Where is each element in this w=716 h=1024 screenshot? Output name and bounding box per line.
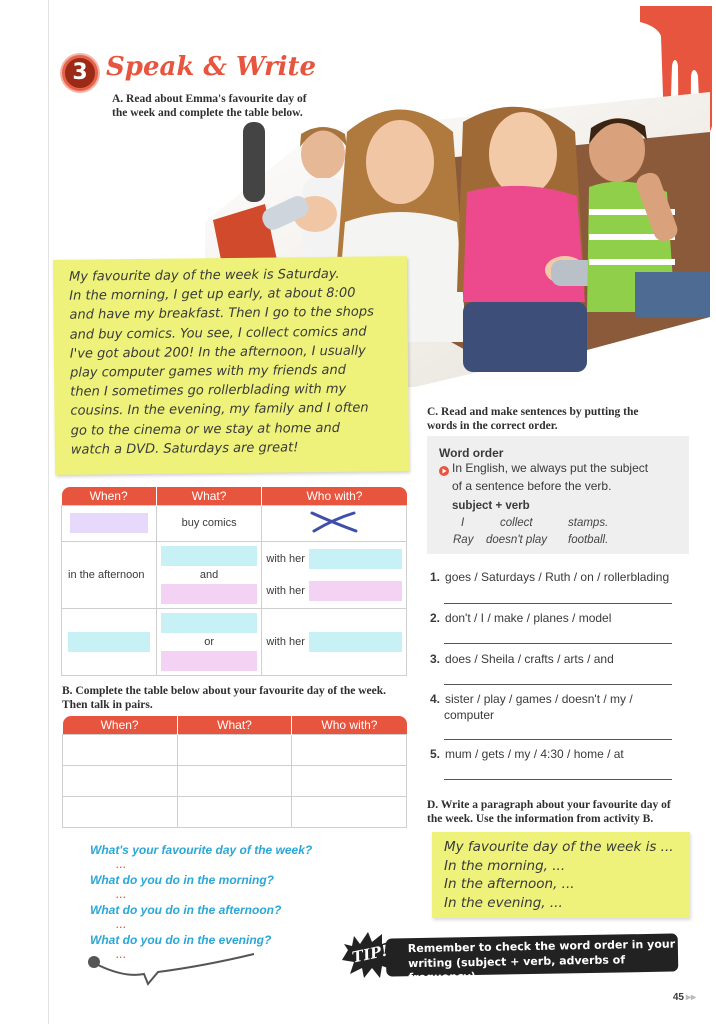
exercise-item: 5. mum / gets / my / 4:30 / home / at (430, 747, 624, 761)
table-a-header-when: When? (62, 487, 157, 505)
tip-badge (342, 930, 398, 980)
answer-line[interactable] (444, 739, 672, 740)
table-a-cell[interactable] (62, 505, 157, 541)
emma-paragraph: My favourite day of the week is Saturday. In the morning, I get up early, at about 8:00 and have my breakfast. Then I go to the shops and buy comics. You see, I collect comics and I've got about 200! In the afternoon, I usually play computer games with my friends and then I sometimes go rollerblading with my cousins. In the evening, my family and I often go to the cinema or we stay at home and watch a DVD. Saturdays are great! (68, 266, 374, 458)
dialogue-answer-dots: ... (116, 950, 127, 960)
word-order-title: Word order (439, 446, 504, 460)
answer-blank[interactable] (161, 651, 258, 671)
table-a-cell: buy comics (156, 505, 262, 541)
page-number: 45 ▸▸ (672, 992, 696, 1003)
table-a-cell (156, 608, 262, 675)
exercise-item: 4. sister / play / games / doesn't / my / (430, 692, 633, 706)
answer-blank[interactable] (161, 584, 258, 604)
emma-text-note (53, 256, 409, 475)
answer-line[interactable] (444, 643, 672, 644)
example-word: I (461, 517, 465, 529)
table-b-cell[interactable] (63, 765, 178, 796)
dialogue-question: What's your favourite day of the week? (90, 843, 313, 857)
paragraph-starter-note (432, 832, 690, 918)
table-a-header-who: Who with? (262, 487, 407, 505)
tip-line-1: Remember to check the word order in your (407, 937, 676, 956)
exercise-item: 2. don't / I / make / planes / model (430, 611, 612, 625)
example-word: Ray (453, 534, 474, 546)
emma-table (61, 487, 407, 676)
page-arrow-icon: ▸▸ (685, 992, 696, 1003)
table-b-cell[interactable] (177, 796, 292, 827)
speech-tail-decoration (84, 948, 260, 992)
dialogue-question: What do you do in the afternoon? (90, 903, 282, 917)
table-b-cell[interactable] (63, 796, 178, 827)
table-a-cell[interactable] (62, 608, 157, 675)
word-order-box (427, 436, 689, 554)
starter-line: My favourite day of the week is ... (444, 839, 674, 855)
exercise-item: 3. does / Sheila / crafts / arts / and (430, 652, 614, 666)
dialogue-answer-dots: ... (116, 890, 127, 900)
example-word: stamps. (568, 517, 609, 529)
example-word: doesn't play (486, 534, 548, 546)
table-a-cell (156, 541, 262, 608)
connector-text: and (199, 568, 219, 581)
starter-line: In the afternoon, ... (444, 876, 575, 892)
your-table (62, 716, 407, 828)
tip-line-2: writing (subject + verb, adverbs of frequency). (408, 953, 626, 985)
table-a-cell (262, 541, 407, 608)
table-b-cell[interactable] (177, 765, 292, 796)
dialogue-answer-dots: ... (116, 860, 127, 870)
answer-blank[interactable] (70, 513, 148, 533)
table-b-cell[interactable] (63, 734, 178, 765)
table-b-header-what: What? (177, 716, 292, 734)
task-c-instruction: C. Read and make sentences by putting the words in the correct order. (427, 406, 639, 432)
play-bullet-icon (439, 463, 449, 481)
answer-blank[interactable] (161, 546, 258, 566)
table-b-cell[interactable] (177, 734, 292, 765)
tip-box (386, 933, 679, 985)
word-order-rule-2: of a sentence before the verb. (452, 479, 612, 493)
connector-text: or (204, 635, 214, 648)
answer-line[interactable] (444, 684, 672, 685)
table-b-header-when: When? (63, 716, 178, 734)
section-number-badge: 3 (62, 55, 98, 91)
table-b-cell[interactable] (292, 734, 407, 765)
answer-blank[interactable] (309, 581, 402, 601)
table-b-header-who: Who with? (292, 716, 407, 734)
word-order-rule-1: In English, we always put the subject (452, 461, 649, 475)
task-a-instruction: A. Read about Emma's favourite day of the week and complete the table below. (112, 93, 307, 119)
exercise-item-continued: computer (444, 708, 495, 722)
table-a-cell: in the afternoon (62, 541, 157, 608)
word-order-pattern: subject + verb (452, 500, 530, 512)
task-d-instruction: D. Write a paragraph about your favourite day of the week. Use the information from activity B. (427, 799, 671, 825)
table-b-cell[interactable] (292, 765, 407, 796)
starter-line: In the morning, ... (444, 857, 566, 874)
answer-blank[interactable] (68, 632, 150, 652)
dialogue-question: What do you do in the evening? (90, 933, 272, 947)
with-her-label: with her (266, 635, 305, 648)
with-her-label: with her (266, 552, 305, 565)
tip-badge-label: TIP! (350, 941, 390, 967)
with-her-label: with her (266, 584, 305, 597)
table-b-cell[interactable] (292, 796, 407, 827)
dialogue-question: What do you do in the morning? (90, 873, 274, 887)
example-word: football. (568, 534, 609, 546)
answer-blank[interactable] (309, 632, 402, 652)
section-title: Speak & Write (106, 52, 317, 82)
exercise-item: 1. goes / Saturdays / Ruth / on / rollerblading (430, 570, 670, 584)
table-a-cell (262, 608, 407, 675)
task-b-instruction: B. Complete the table below about your favourite day of the week. Then talk in pairs. (62, 685, 386, 711)
answer-blank[interactable] (161, 613, 258, 633)
example-word: collect (500, 517, 533, 529)
answer-line[interactable] (444, 779, 672, 780)
page-edge-line (48, 0, 49, 1024)
crossed-out-mark-icon (308, 509, 360, 535)
table-a-cell (262, 505, 407, 541)
table-a-header-what: What? (156, 487, 262, 505)
answer-line[interactable] (444, 603, 672, 604)
answer-blank[interactable] (309, 549, 402, 569)
starter-line: In the evening, ... (444, 894, 563, 911)
dialogue-answer-dots: ... (116, 920, 127, 930)
